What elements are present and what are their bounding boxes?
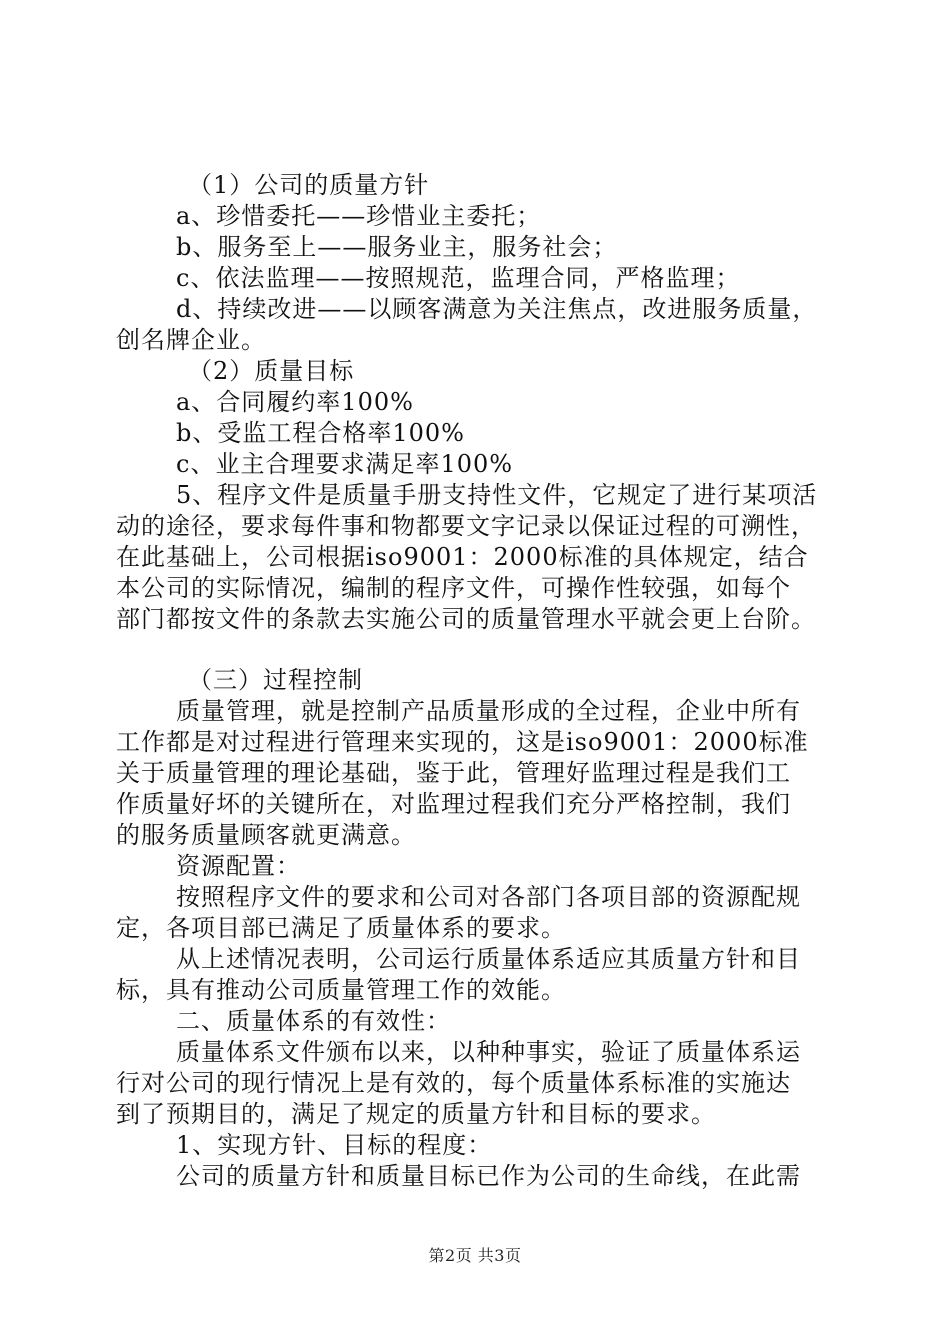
text-line: 本公司的实际情况，编制的程序文件，可操作性较强，如每个	[116, 574, 791, 602]
text-line: a、合同履约率100%	[176, 388, 414, 416]
text-line: 质量管理，就是控制产品质量形成的全过程，企业中所有	[176, 697, 801, 725]
text-line: 从上述情况表明，公司运行质量体系适应其质量方针和目	[176, 945, 801, 973]
text-line: c、业主合理要求满足率100%	[176, 450, 514, 478]
text-line: 质量体系文件颁布以来，以种种事实，验证了质量体系运	[176, 1038, 801, 1066]
text-line: 5、程序文件是质量手册支持性文件，它规定了进行某项活	[176, 481, 818, 509]
text-line: 创名牌企业。	[116, 326, 266, 354]
text-line: a、珍惜委托——珍惜业主委托；	[176, 202, 542, 230]
text-line: 标，具有推动公司质量管理工作的效能。	[116, 976, 566, 1004]
document-body	[116, 170, 846, 1192]
text-line: 在此基础上，公司根据iso9001：2000标准的具体规定，结合	[116, 543, 809, 571]
text-line: 作质量好坏的关键所在，对监理过程我们充分严格控制，我们	[116, 790, 791, 818]
text-line: 关于质量管理的理论基础，鉴于此，管理好监理过程是我们工	[116, 759, 791, 787]
text-line: 资源配置：	[176, 852, 301, 880]
text-line: 部门都按文件的条款去实施公司的质量管理水平就会更上台阶。	[116, 605, 816, 633]
paragraph-gap	[116, 635, 846, 665]
text-line: 1、实现方针、目标的程度：	[176, 1131, 493, 1159]
text-line: 公司的质量方针和质量目标已作为公司的生命线，在此需	[176, 1162, 801, 1190]
text-line: （1）公司的质量方针	[188, 171, 430, 199]
text-line: 二、质量体系的有效性：	[176, 1007, 451, 1035]
text-line: 到了预期目的，满足了规定的质量方针和目标的要求。	[116, 1100, 716, 1128]
text-line: 工作都是对过程进行管理来实现的，这是iso9001：2000标准	[116, 728, 809, 756]
text-line: 定，各项目部已满足了质量体系的要求。	[116, 914, 566, 942]
text-line: b、服务至上——服务业主，服务社会；	[176, 233, 618, 261]
text-line: d、持续改进——以顾客满意为关注焦点，改进服务质量，	[176, 295, 818, 323]
text-line: 按照程序文件的要求和公司对各部门各项目部的资源配规	[176, 883, 801, 911]
text-line: c、依法监理——按照规范，监理合同，严格监理；	[176, 264, 741, 292]
text-line: （2）质量目标	[188, 357, 355, 385]
page-footer: 第2页 共3页	[428, 1246, 522, 1265]
text-line: 的服务质量顾客就更满意。	[116, 821, 416, 849]
text-line: （三）过程控制	[188, 666, 363, 694]
text-line: b、受监工程合格率100%	[176, 419, 465, 447]
text-line: 行对公司的现行情况上是有效的，每个质量体系标准的实施达	[116, 1069, 791, 1097]
text-line: 动的途径，要求每件事和物都要文字记录以保证过程的可溯性，	[116, 512, 816, 540]
